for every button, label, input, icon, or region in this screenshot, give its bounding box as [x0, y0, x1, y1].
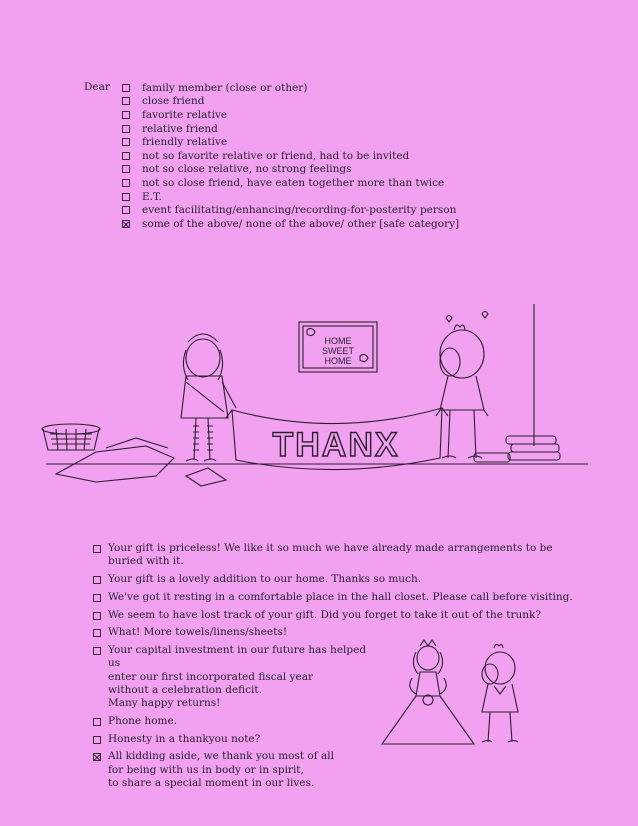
checkbox-icon[interactable]: [122, 152, 130, 160]
checked-box-icon[interactable]: [93, 753, 101, 761]
recipient-option[interactable]: [122, 122, 459, 136]
recipient-option[interactable]: [122, 176, 459, 190]
bride-figure: [382, 640, 474, 744]
recipient-label: not so favorite relative or friend, had to be invited: [142, 149, 410, 162]
laundry-pile-icon: [56, 438, 226, 486]
creature-figure: [436, 312, 488, 459]
message-text: What! More towels/linens/sheets!: [108, 626, 288, 639]
message-text: We've got it resting in a comfortable place in the hall closet. Please call before visiting.: [108, 590, 573, 603]
recipient-option[interactable]: [122, 108, 459, 122]
checkbox-icon[interactable]: [93, 545, 101, 553]
sign-line-1: HOME: [324, 336, 352, 346]
recipient-label: close friend: [142, 95, 205, 108]
recipient-label: not so close relative, no strong feelings: [142, 163, 352, 176]
message-option[interactable]: [93, 750, 584, 790]
recipient-option[interactable]: [122, 203, 459, 217]
banner-text: THANX: [272, 426, 400, 464]
recipient-option[interactable]: [122, 135, 459, 149]
recipient-option[interactable]: [122, 190, 459, 204]
checkbox-icon[interactable]: [93, 629, 101, 637]
recipient-label: E.T.: [142, 190, 162, 203]
girl-figure: [181, 334, 236, 461]
checkbox-icon[interactable]: [93, 594, 101, 602]
message-option[interactable]: [93, 609, 584, 622]
message-option[interactable]: [93, 573, 584, 586]
message-option[interactable]: [93, 542, 584, 568]
recipient-label: event facilitating/enhancing/recording-for-posterity person: [142, 204, 457, 217]
checkbox-icon[interactable]: [122, 84, 130, 92]
message-option[interactable]: [93, 591, 584, 604]
checkbox-icon[interactable]: [122, 165, 130, 173]
checkbox-icon[interactable]: [93, 647, 101, 655]
checkbox-icon[interactable]: [93, 718, 101, 726]
recipient-label: some of the above/ none of the above/ other [safe category]: [142, 217, 460, 230]
message-text: Your capital investment in our future has helped us enter our first incorporated fiscal year without a celebration deficit. Many happy returns!: [108, 644, 367, 709]
groom-figure: [482, 644, 518, 742]
checkbox-icon[interactable]: [93, 612, 101, 620]
checkbox-icon[interactable]: [122, 193, 130, 201]
sign-line-2: SWEET: [321, 346, 355, 356]
recipient-option[interactable]: [122, 149, 459, 163]
salutation: Dear: [84, 81, 110, 93]
checked-box-icon[interactable]: [122, 220, 130, 228]
recipient-option[interactable]: [122, 217, 459, 231]
recipient-label: relative friend: [142, 122, 218, 135]
recipient-label: not so close friend, have eaten together more than twice: [142, 176, 445, 189]
checkbox-icon[interactable]: [122, 125, 130, 133]
checkbox-icon[interactable]: [93, 576, 101, 584]
message-text: We seem to have lost track of your gift. Did you forget to take it out of the trunk?: [108, 608, 542, 621]
recipient-label: favorite relative: [142, 108, 228, 121]
message-text: Phone home.: [108, 714, 178, 727]
message-text: Honesty in a thankyou note?: [108, 732, 261, 745]
recipient-option[interactable]: [122, 95, 459, 109]
bride-and-groom-illustration: [376, 638, 536, 750]
checkbox-icon[interactable]: [122, 97, 130, 105]
recipient-label: friendly relative: [142, 136, 228, 149]
checkbox-icon[interactable]: [122, 138, 130, 146]
sign-line-3: HOME: [324, 356, 352, 366]
recipient-label: family member (close or other): [142, 81, 308, 94]
checkbox-icon[interactable]: [122, 179, 130, 187]
checkbox-icon[interactable]: [93, 736, 101, 744]
message-text: Your gift is a lovely addition to our home. Thanks so much.: [108, 573, 422, 585]
checkbox-icon[interactable]: [122, 111, 130, 119]
recipient-option[interactable]: [122, 81, 459, 95]
folded-towels-icon: [474, 436, 560, 462]
thanx-banner-illustration: [36, 298, 596, 498]
message-text: All kidding aside, we thank you most of all for being with us in body or in spirit, to share a special moment in our lives.: [108, 750, 334, 789]
recipient-checklist: [122, 81, 459, 231]
message-text: Your gift is priceless! We like it so much we have already made arrangements to be buried with it.: [108, 542, 553, 568]
laundry-basket-icon: [42, 424, 100, 450]
checkbox-icon[interactable]: [122, 206, 130, 214]
recipient-option[interactable]: [122, 163, 459, 177]
